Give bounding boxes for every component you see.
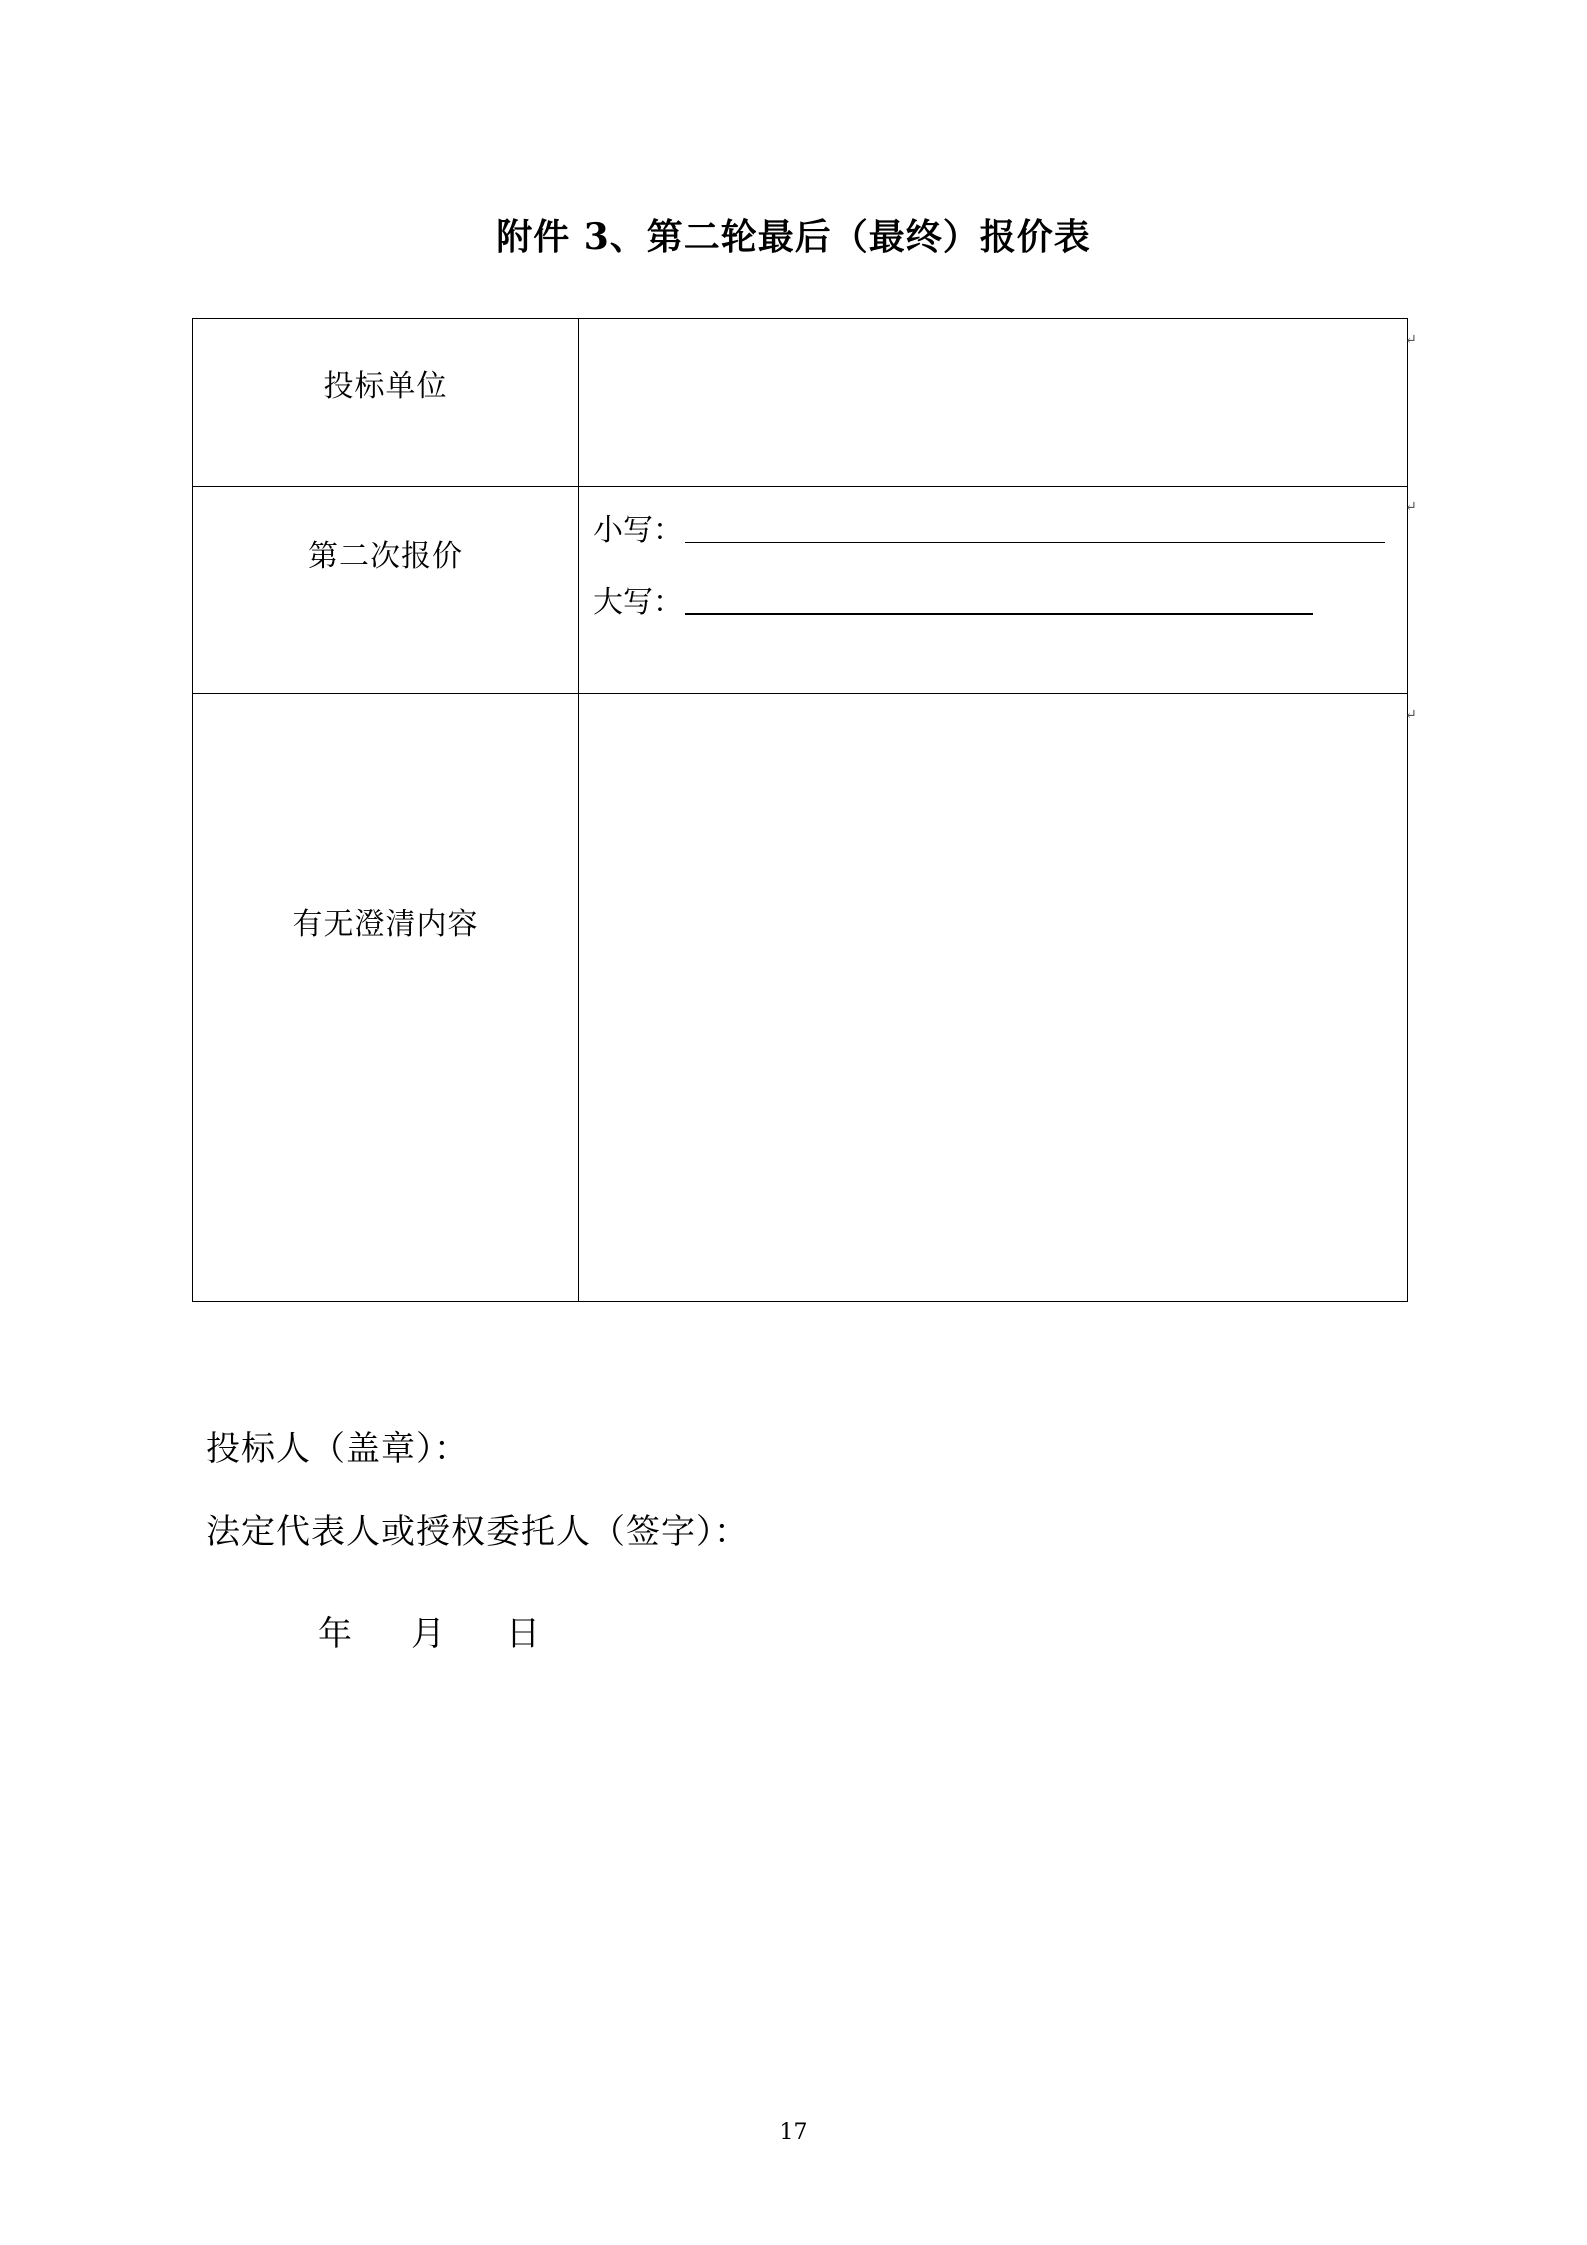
- table-row-bidder-unit: [193, 319, 1407, 487]
- table-row-second-quote: [193, 487, 1407, 694]
- column-divider: [578, 487, 579, 693]
- representative-signature-line: 法定代表人或授权委托人（签字）：: [206, 1512, 749, 1552]
- uppercase-amount-blank: [685, 613, 1313, 615]
- bidder-unit-label: 投标单位: [323, 369, 448, 404]
- lowercase-amount-blank: [685, 542, 1385, 543]
- bidder-seal-line: 投标人（盖章）：: [206, 1429, 469, 1469]
- document-title: 附件 3、第二轮最后（最终）报价表: [496, 216, 1091, 258]
- lowercase-amount-field: [593, 505, 1385, 549]
- uppercase-amount-field: [593, 577, 1313, 621]
- uppercase-amount-label: 大写：: [593, 585, 683, 620]
- table-row-clarification: [193, 694, 1407, 1301]
- clarification-label: 有无澄清内容: [292, 907, 479, 942]
- column-divider: [578, 319, 579, 486]
- date-day: 日: [506, 1614, 540, 1654]
- date-year: 年: [318, 1614, 352, 1654]
- paragraph-mark-icon: ↵: [1405, 707, 1417, 723]
- lowercase-amount-label: 小写：: [593, 513, 683, 548]
- date-month: 月: [411, 1614, 445, 1654]
- paragraph-mark-icon: ↵: [1405, 499, 1417, 515]
- page-number: 17: [779, 2120, 808, 2145]
- second-quote-label: 第二次报价: [308, 539, 463, 574]
- paragraph-mark-icon: ↵: [1405, 332, 1417, 348]
- column-divider: [578, 694, 579, 1301]
- quotation-table: [192, 318, 1408, 1302]
